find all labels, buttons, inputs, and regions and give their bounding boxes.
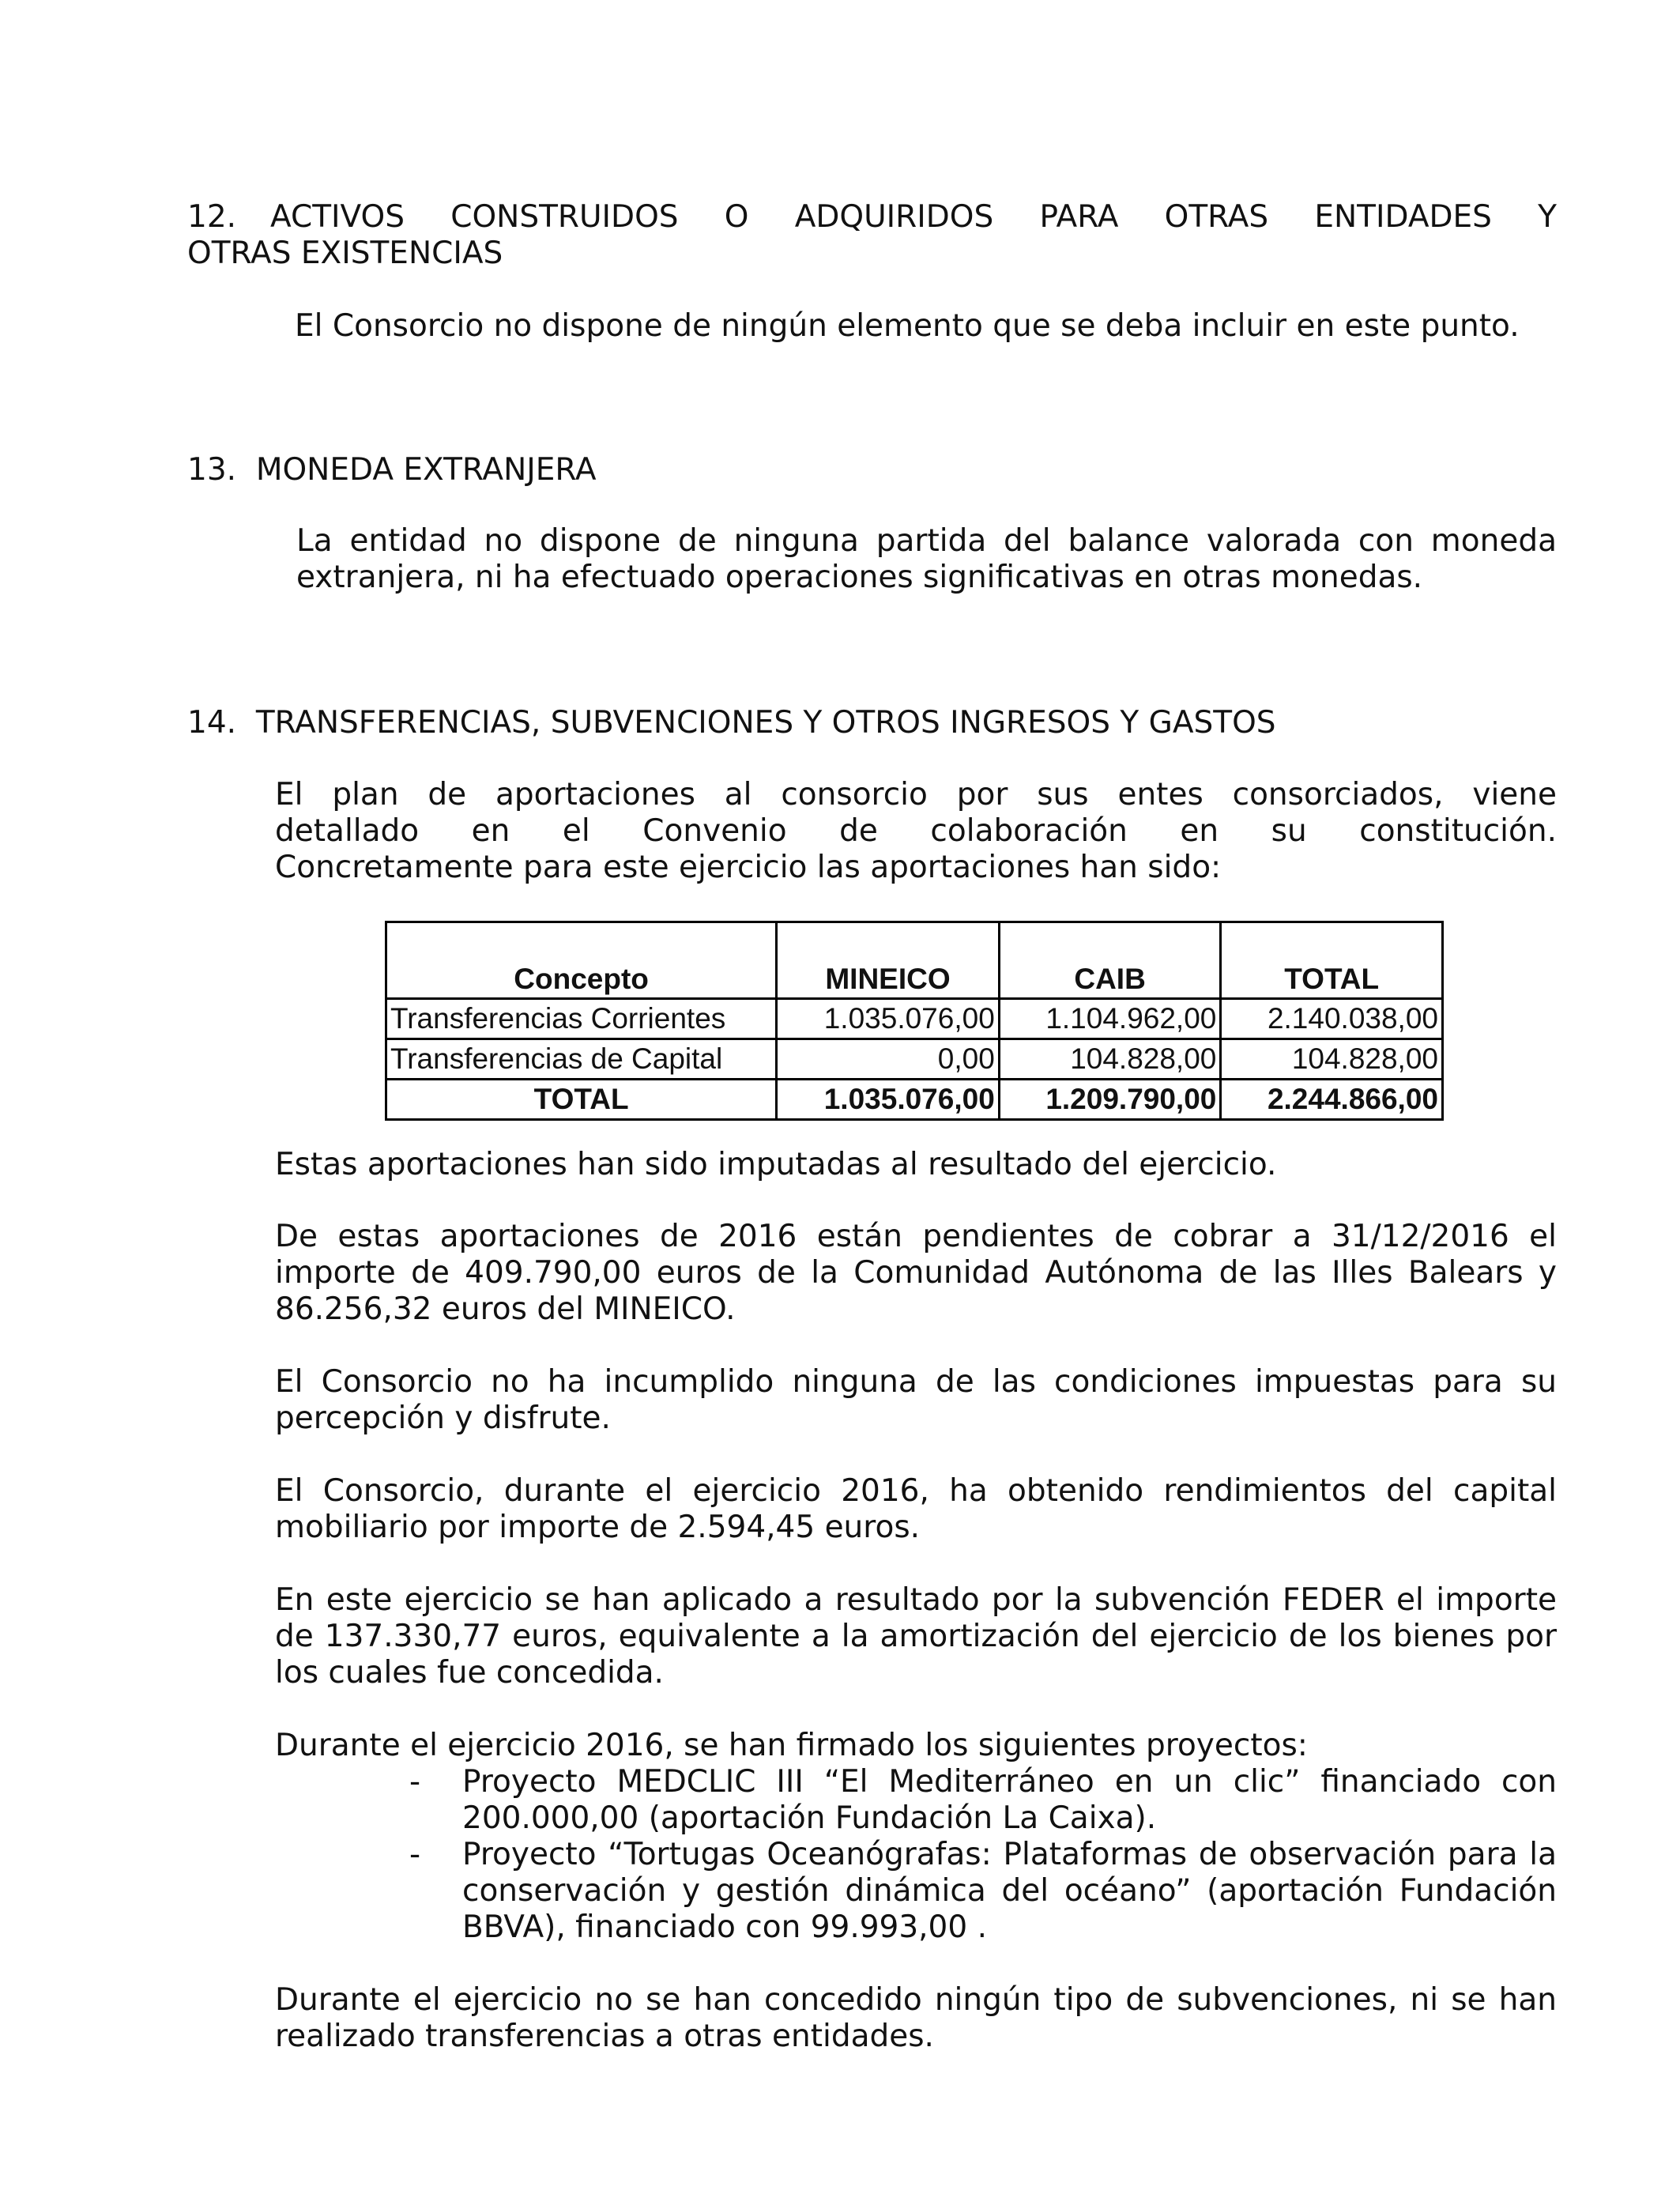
section-13-body: La entidad no dispone de ninguna partida del balance valorada con moneda extranjera, ni ha efectuado operaciones significativas en otras monedas. xyxy=(296,523,1557,595)
section-14-intro-line3: Concretamente para este ejercicio las aportaciones han sido: xyxy=(275,850,1222,885)
section-14-p1: Estas aportaciones han sido imputadas al resultado del ejercicio. xyxy=(275,1147,1277,1182)
table-cell: 1.104.962,00 xyxy=(999,999,1221,1039)
table-cell: Transferencias de Capital xyxy=(386,1039,777,1080)
table-header-row xyxy=(386,922,1443,999)
section-14-p6: Durante el ejercicio 2016, se han firmado los siguientes proyectos: xyxy=(275,1728,1308,1763)
section-12-body: El Consorcio no dispone de ningún elemento que se deba incluir en este punto. xyxy=(295,308,1520,344)
bullet-marker: - xyxy=(409,1837,421,1872)
section-14-intro-line1: El plan de aportaciones al consorcio por sus entes consorciados, viene xyxy=(275,777,1557,812)
header-concepto: Concepto xyxy=(386,922,777,999)
section-14-p2: De estas aportaciones de 2016 están pendientes de cobrar a 31/12/2016 el importe de 409.790,00 euros de la Comunidad Autónoma de las Illes Balears y 86.256,32 euros del MINEICO. xyxy=(275,1219,1557,1327)
table-cell: Transferencias Corrientes xyxy=(386,999,777,1039)
section-12-title-line2: OTRAS EXISTENCIAS xyxy=(187,236,503,271)
contributions-table xyxy=(385,921,1444,1121)
table-cell: 0,00 xyxy=(777,1039,1000,1080)
section-12-title-line1: ACTIVOS CONSTRUIDOS O ADQUIRIDOS PARA OTRAS ENTIDADES Y xyxy=(270,199,1557,235)
section-13-heading: 13. MONEDA EXTRANJERA xyxy=(187,452,597,488)
section-14-p5: En este ejercicio se han aplicado a resultado por la subvención FEDER el importe de 137.330,77 euros, equivalente a la amortización del ejercicio de los bienes por los cuales fue concedida. xyxy=(275,1582,1557,1691)
section-14-p4: El Consorcio, durante el ejercicio 2016, ha obtenido rendimientos del capital mobiliario por importe de 2.594,45 euros. xyxy=(275,1473,1557,1545)
table-cell: 2.244.866,00 xyxy=(1221,1080,1443,1120)
section-14-p7: Durante el ejercicio no se han concedido ningún tipo de subvenciones, ni se han realizado transferencias a otras entidades. xyxy=(275,1982,1557,2054)
header-mineico: MINEICO xyxy=(777,922,1000,999)
section-14-intro xyxy=(275,777,1557,886)
header-caib: CAIB xyxy=(999,922,1221,999)
table-row xyxy=(386,1039,1443,1080)
section-14-p3: El Consorcio no ha incumplido ninguna de las condiciones impuestas para su percepción y disfrute. xyxy=(275,1364,1557,1436)
table-cell: 2.140.038,00 xyxy=(1221,999,1443,1039)
section-14-intro-line2: detallado en el Convenio de colaboración en su constitución. xyxy=(275,813,1557,849)
list-item: Proyecto “Tortugas Oceanógrafas: Plataformas de observación para la conservación y gestión dinámica del océano” (aportación Fundación BBVA), financiado con 99.993,00 . xyxy=(462,1837,1557,1945)
table-cell: 1.035.076,00 xyxy=(777,999,1000,1039)
header-total: TOTAL xyxy=(1221,922,1443,999)
section-12-heading xyxy=(187,199,1557,272)
bullet-marker: - xyxy=(409,1764,421,1800)
table-cell: 1.209.790,00 xyxy=(999,1080,1221,1120)
table-cell: TOTAL xyxy=(386,1080,777,1120)
table-row xyxy=(386,999,1443,1039)
section-12-number: 12. xyxy=(187,199,237,235)
section-14-heading: 14. TRANSFERENCIAS, SUBVENCIONES Y OTROS INGRESOS Y GASTOS xyxy=(187,705,1276,741)
table-cell: 104.828,00 xyxy=(1221,1039,1443,1080)
table-cell: 104.828,00 xyxy=(999,1039,1221,1080)
list-item: Proyecto MEDCLIC III “El Mediterráneo en un clic” financiado con 200.000,00 (aportación Fundación La Caixa). xyxy=(462,1764,1557,1836)
table-total-row xyxy=(386,1080,1443,1120)
table-cell: 1.035.076,00 xyxy=(777,1080,1000,1120)
